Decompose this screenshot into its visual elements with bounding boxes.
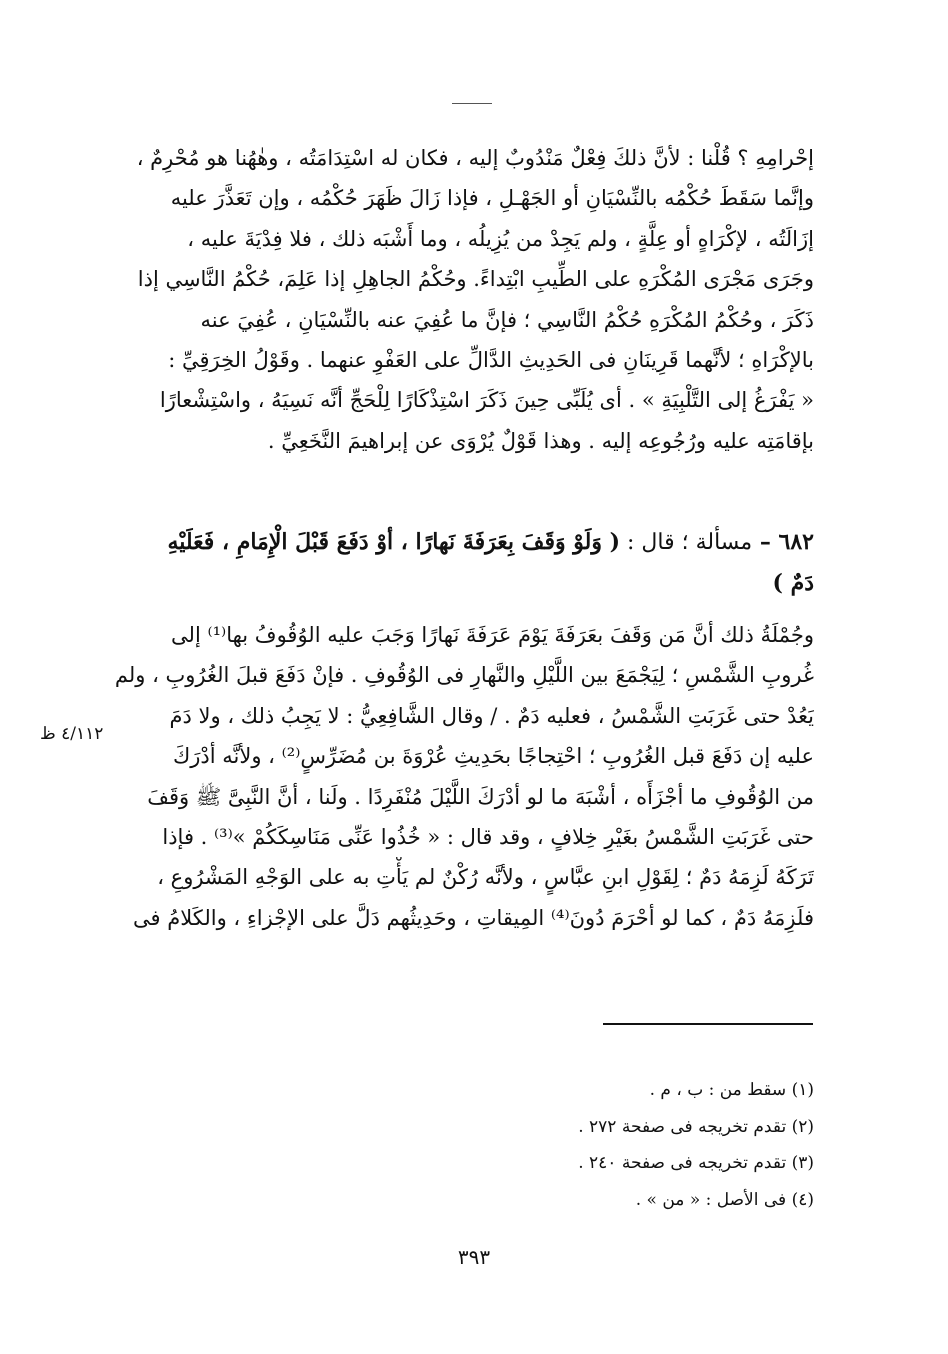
margin-reference: ٤/١١٢ ظ — [40, 724, 104, 744]
text-line: فلَزِمَهُ دَمٌ ، كما لو أحْرَمَ دُونَ⁽⁴⁾ المِيقاتِ ، وحَدِيثُهم دَلَّ على الإجْزاءِ ، والكَلامُ فى — [133, 905, 814, 930]
text-line: بالإكْرَاهِ ؛ لأنَّهما قَرِينَانِ فى الحَدِيثِ الدَّالِّ على العَفْوِ عنهما . وقَوْلُ الخِرَقِيِّ : — [168, 348, 814, 373]
heading-line-2: دَمٌ ) — [772, 570, 814, 596]
text-line: من الوُقُوفِ ما أجْزَأَه ، أشْبَهَ ما لو أدْرَكَ اللَّيْلَ مُنْفَرِدًا . ولَنا ، أنَّ النَّبِىَّ ﷺ وَقَفَ — [147, 784, 814, 809]
footnotes — [114, 1072, 814, 1218]
text-line: غُروبِ الشَّمْسِ ؛ لِيَجْمَعَ بين اللَّيْلِ والنَّهارِ فى الوُقُوفِ . فإنْ دَفَعَ قبلَ الغُرُوبِ ، ولم — [114, 663, 814, 688]
text-line: يَعُدْ حتى غَرَبَتِ الشَّمْسُ ، فعليه دَمٌ . / وقال الشَّافِعِيُّ : لا يَجِبُ ذلك ، ولا دَمَ — [169, 703, 814, 728]
heading-dash: – — [752, 529, 779, 555]
text-line: تَرَكَهُ لَزِمَهُ دَمٌ ؛ لِقَوْلِ ابنِ عبَّاسٍ ، ولأنَّه رُكْنٌ لم يَأْتِ به على الوَجْهِ المَشْرُوعِ ، — [157, 865, 814, 890]
footnote: (٤) فى الأصل : « من » . — [635, 1189, 814, 1210]
footnote: (٣) تقدم تخريجه فى صفحة ٢٤٠ . — [578, 1153, 814, 1173]
text-line: وإنَّما سَقَطَ حُكْمُه بالنِّسْيَانِ أو الجَهْـلِ ، فإذا زَالَ ظَهَرَ حُكْمُه ، وإن تَعَذَّرَ عليه — [170, 186, 814, 211]
page-number: ٣٩٣ — [457, 1245, 491, 1269]
issue-number: ٦٨٢ — [778, 529, 814, 555]
text-line: حتى غَرَبَتِ الشَّمْسُ بغَيْرِ خِلافٍ ، وقد قال : « خُذُوا عَنِّى مَنَاسِكَكُمْ »⁽³⁾ . فإذا — [162, 825, 814, 850]
footnote: (٢) تقدم تخريجه فى صفحة ٢٧٢ . — [578, 1116, 814, 1137]
heading-line-1 — [114, 522, 814, 563]
section-heading — [114, 522, 814, 603]
footnote-separator — [603, 1023, 813, 1025]
text-line: إزَالَتُه ، لإكْرَاهٍ أو عِلَّةٍ ، ولم يَجِدْ من يُزِيلُه ، وما أَشْبَه ذلك ، فلا فِدْيَةَ عليه ، — [187, 226, 814, 251]
paragraph-2 — [114, 615, 814, 938]
text-line: عليه إن دَفَعَ قبل الغُرُوبِ ؛ احْتِجاجًا بحَدِيثِ عُرْوَةَ بن مُضَرِّسٍ⁽²⁾ ، ولأنَّه أدْرَكَ — [172, 744, 814, 769]
top-divider — [452, 103, 492, 104]
text-line: بإقامَتِه عليه ورُجُوعِه إليه . وهذا قَوْلٌ يُرْوَى عن إبراهيمَ النَّخَعِيِّ . — [267, 428, 814, 453]
issue-label: مسألة ؛ قال : — [620, 530, 753, 555]
text-line: ذَكَرَ ، وحُكْمُ المُكْرَهِ حُكْمُ النَّاسِي ؛ فإنَّ ما عُفِيَ عنه بالنِّسْيَانِ ، عُفِيَ عنه — [200, 307, 814, 332]
paragraph-1 — [114, 138, 814, 461]
text-line: « يَفْرَغُ إلى التَّلْبِيَةِ » . أى يُلَبِّى حِينَ ذَكَرَ اسْتِذْكَارًا لِلْحَجِّ أنَّه نَسِيَهُ ، واسْتِشْعارًا — [159, 388, 814, 413]
footnote: (١) سقط من : ب ، م . — [649, 1080, 814, 1100]
text-line: وجَرَى مَجْرَى المُكْرَهِ على الطِّيبِ ابْتِداءً. وحُكْمُ الجاهِلِ إذا عَلِمَ، حُكْمُ النَّاسِي إذا — [137, 267, 814, 292]
text-line: إحْرامِهِ ؟ قُلْنا : لأنَّ ذلكَ فِعْلٌ مَنْدُوبٌ إليه ، فكان له اسْتِدَامَتُه ، وهٰهُنا هو مُحْرِمٌ ، — [136, 146, 814, 170]
heading-text: ( وَلَوْ وَقَفَ بِعَرَفَةَ نَهارًا ، أوْ دَفَعَ قَبْلَ الْإِمَامِ ، فَعَلَيْهِ — [167, 529, 621, 555]
text-line: وجُمْلَةُ ذلك أنَّ مَن وَقَفَ بعَرَفَةَ يَوْمَ عَرَفَةَ نَهارًا وَجَبَ عليه الوُقُوفُ بها⁽¹⁾ إلى — [171, 623, 814, 647]
